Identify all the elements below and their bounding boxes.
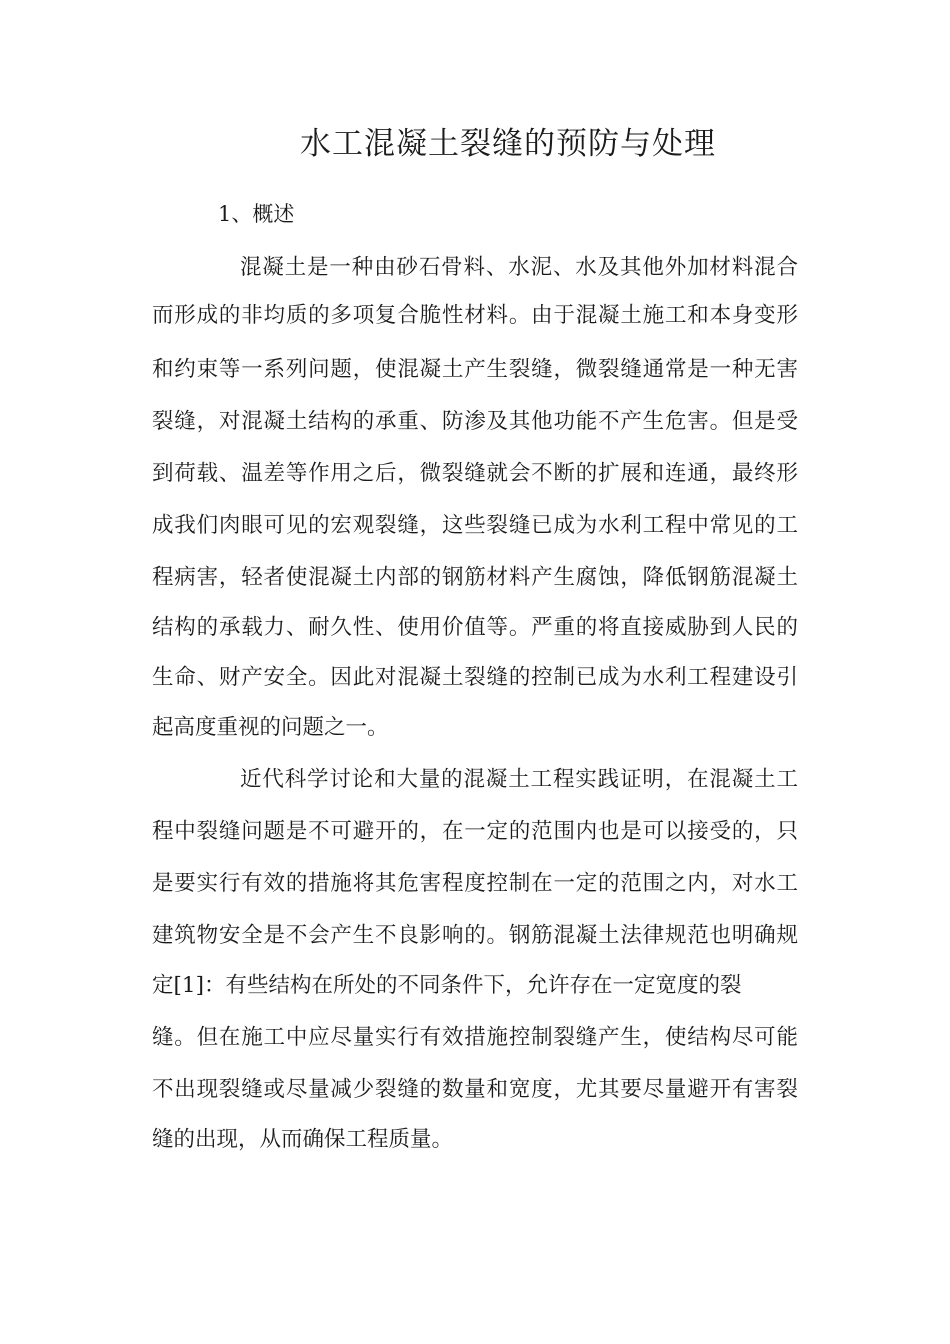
text-line: 缝的出现，从而确保工程质量。 [152,1127,454,1152]
text-line: 程病害，轻者使混凝土内部的钢筋材料产生腐蚀，降低钢筋混凝土 [152,565,798,590]
text-line: 建筑物安全是不会产生不良影响的。钢筋混凝土法律规范也明确规 [152,923,798,948]
text-line: 生命、财产安全。因此对混凝土裂缝的控制已成为水利工程建设引 [152,665,798,690]
text-line: 近代科学讨论和大量的混凝土工程实践证明，在混凝土工 [240,767,798,792]
text-line: 结构的承载力、耐久性、使用价值等。严重的将直接威胁到人民的 [152,615,798,640]
text-line: 裂缝，对混凝土结构的承重、防渗及其他功能不产生危害。但是受 [152,409,798,434]
text-line: 起高度重视的问题之一。 [152,715,389,740]
text-line: 定[1]：有些结构在所处的不同条件下，允许存在一定宽度的裂 [152,973,742,998]
text-line: 成我们肉眼可见的宏观裂缝，这些裂缝已成为水利工程中常见的工 [152,513,798,538]
text-line: 程中裂缝问题是不可避开的，在一定的范围内也是可以接受的，只 [152,819,798,844]
section-heading: 1、概述 [218,202,295,226]
document-title: 水工混凝土裂缝的预防与处理 [300,126,716,162]
text-line: 到荷载、温差等作用之后，微裂缝就会不断的扩展和连通，最终形 [152,461,798,486]
text-line: 和约束等一系列问题，使混凝土产生裂缝，微裂缝通常是一种无害 [152,357,798,382]
text-line: 是要实行有效的措施将其危害程度控制在一定的范围之内，对水工 [152,871,798,896]
text-line: 缝。但在施工中应尽量实行有效措施控制裂缝产生，使结构尽可能 [152,1025,798,1050]
text-line: 而形成的非均质的多项复合脆性材料。由于混凝土施工和本身变形 [152,303,798,328]
text-line: 不出现裂缝或尽量减少裂缝的数量和宽度，尤其要尽量避开有害裂 [152,1077,798,1102]
text-line: 混凝土是一种由砂石骨料、水泥、水及其他外加材料混合 [240,255,798,280]
